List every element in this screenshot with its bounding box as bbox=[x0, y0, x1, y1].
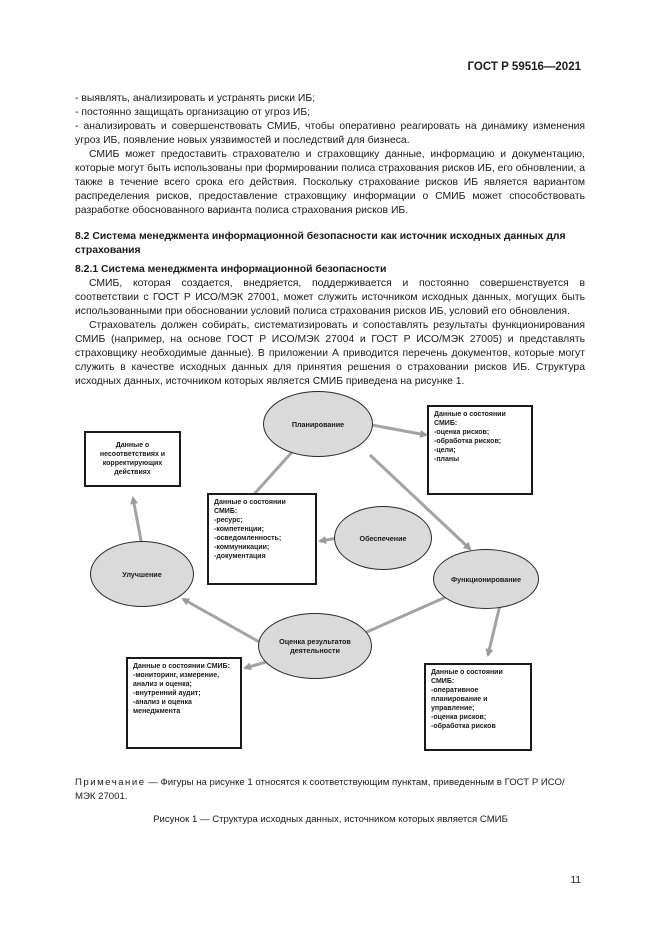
paragraph-smib-source: СМИБ, которая создается, внедряется, поддерживается и постоянно совершенствуется в соответствии с ГОСТ Р ИСО/МЭК 27001, может служить источником исходных данных, могущих быть использованными при обосновании условий полиса страхования рисков ИБ, условий его обновления. bbox=[75, 278, 585, 317]
evaluation-box-title: Данные о состоянии СМИБ: bbox=[133, 663, 230, 670]
figure-note bbox=[75, 776, 585, 804]
support-box-item: -документация bbox=[214, 553, 266, 560]
section-heading: 8.2 Система менеджмента информационной безопасности как источник исходных данных для страхования bbox=[75, 231, 566, 256]
operation-box-title: Данные о состоянии СМИБ: bbox=[431, 669, 503, 685]
arrow-operation-to-data bbox=[488, 605, 500, 655]
operation-box-item: -оценка рисков; bbox=[431, 714, 487, 721]
support-box-title: Данные о состоянии СМИБ: bbox=[214, 499, 286, 515]
paragraph-insurer-data: Страхователь должен собирать, систематизировать и сопоставлять результаты функционирования СМИБ (например, на основе ГОСТ Р ИСО/МЭК 27004 и ГОСТ Р ИСО/МЭК 27005) и представлять страховщику необходимые данные). В приложении А приводится перечень документов, которые могут служить в качестве исходных данных для принятия решения о страховании рисков ИБ. Структура исходных данных, источником которых является СМИБ приведена на рисунке 1. bbox=[75, 320, 585, 387]
bullet-item: - анализировать и совершенствовать СМИБ, чтобы оперативно реагировать на динамику изменения угроз ИБ, появление новых уязвимостей и последствий для бизнеса. bbox=[75, 121, 585, 146]
operation-label: Функционирование bbox=[451, 574, 521, 584]
planning-box-item: -оценка рисков; bbox=[434, 429, 490, 436]
support-box-item: -коммуникации; bbox=[214, 544, 270, 551]
operation-node bbox=[433, 549, 539, 609]
evaluation-node bbox=[258, 613, 372, 679]
operation-data-box bbox=[424, 663, 532, 751]
evaluation-box-item: -внутренний аудит; bbox=[133, 690, 201, 697]
improvement-label: Улучшение bbox=[122, 569, 162, 579]
body-text bbox=[75, 92, 585, 389]
support-box-item: -осведомленность; bbox=[214, 535, 282, 542]
planning-label: Планирование bbox=[291, 419, 345, 429]
note-text: — Фигуры на рисунке 1 относятся к соответствующим пунктам, приведенным в ГОСТ Р ИСО/МЭК 27001. bbox=[75, 777, 565, 802]
note-label: Примечание bbox=[75, 777, 146, 788]
subsection-heading: 8.2.1 Система менеджмента информационной безопасности bbox=[75, 264, 387, 275]
nonconformity-data-box bbox=[84, 431, 181, 487]
evaluation-box-item: -анализ и оценка менеджмента bbox=[133, 699, 192, 715]
smib-structure-diagram bbox=[70, 383, 590, 758]
arrow-planning-to-data bbox=[372, 425, 426, 435]
support-box-item: -компетенции; bbox=[214, 526, 264, 533]
bullet-item: - выявлять, анализировать и устранять риски ИБ; bbox=[75, 93, 316, 104]
planning-box-item: -обработка рисков; bbox=[434, 438, 502, 445]
planning-box-item: -цели; bbox=[434, 447, 456, 454]
planning-box-item: -планы bbox=[434, 456, 460, 463]
figure-caption: Рисунок 1 — Структура исходных данных, источником которых является СМИБ bbox=[153, 814, 508, 825]
planning-data-box bbox=[427, 405, 533, 495]
support-label: Обеспечение bbox=[359, 533, 407, 543]
evaluation-box-item: -мониторинг, измерение, анализ и оценка; bbox=[133, 672, 220, 688]
improvement-node bbox=[90, 541, 194, 607]
support-box-item: -ресурс; bbox=[214, 517, 243, 524]
evaluation-data-box bbox=[126, 657, 242, 749]
arrow-improvement-to-nonconformity bbox=[133, 498, 142, 546]
planning-box-title: Данные о состоянии СМИБ: bbox=[434, 411, 506, 427]
bullet-item: - постоянно защищать организацию от угроз ИБ; bbox=[75, 107, 311, 118]
page-number: 11 bbox=[570, 875, 581, 886]
nonconformity-box-text: Данные о несоответствиях и корректирующих действиях bbox=[99, 442, 166, 476]
paragraph-smib-data: СМИБ может предоставить страхователю и страховщику данные, информацию и документацию, которые могут быть использованы при формировании полиса страхования рисков ИБ, его обновлении, а также в течение всего срока его действия. Поскольку страхование рисков ИБ является вариантом распределения рисков, предоставление страховщику информации о СМИБ может способствовать разработке обоснованного варианта полиса страхования рисков ИБ. bbox=[75, 149, 585, 216]
operation-box-item: -оперативное планирование и управление; bbox=[431, 687, 488, 712]
evaluation-label: Оценка результатов деятельности bbox=[279, 637, 351, 655]
arrow-evaluation-to-improvement bbox=[183, 599, 270, 648]
operation-box-item: -обработка рисков bbox=[431, 723, 496, 730]
support-data-box bbox=[207, 493, 317, 585]
standard-header: ГОСТ Р 59516—2021 bbox=[467, 61, 581, 73]
arrow-operation-to-evaluation bbox=[360, 593, 455, 635]
support-node bbox=[334, 506, 432, 570]
planning-node bbox=[263, 391, 373, 457]
